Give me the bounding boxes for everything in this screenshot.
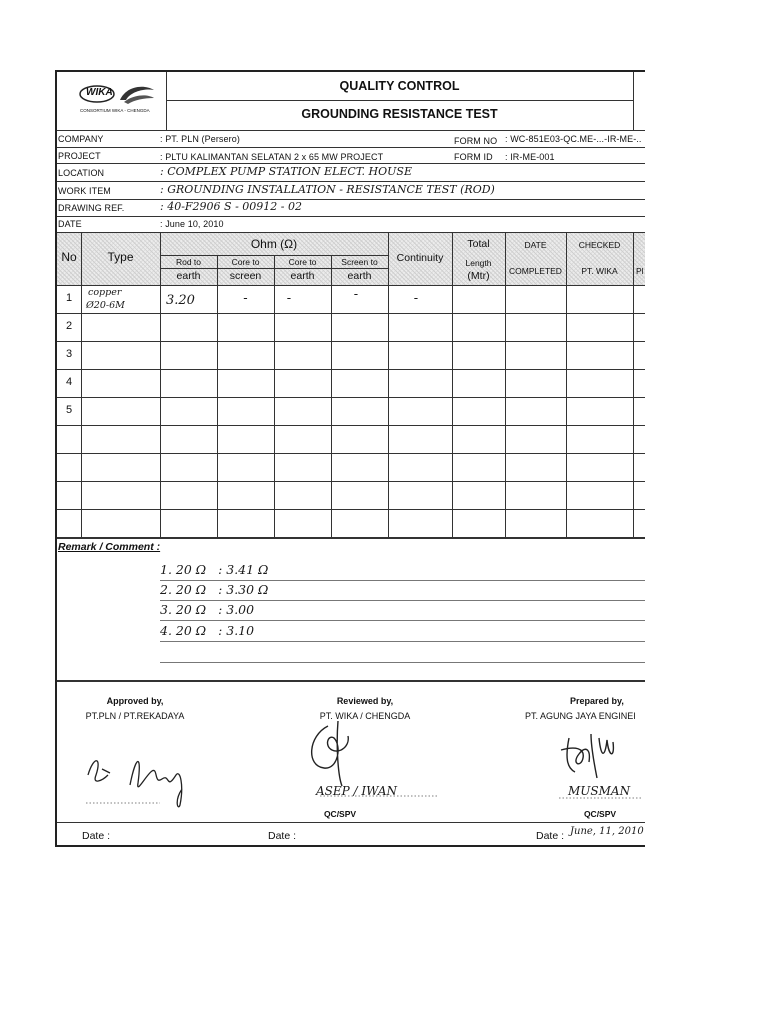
row-1-core-screen: - bbox=[243, 291, 248, 306]
logo-subtitle: CONSORTIUM WIKA - CHENGDA bbox=[80, 108, 150, 113]
col-rod-bottom: earth bbox=[176, 270, 201, 282]
form-no-label: FORM NO bbox=[454, 136, 498, 146]
col-core-earth-bottom: earth bbox=[290, 270, 315, 282]
drawing-ref-label: DRAWING REF. bbox=[58, 203, 125, 213]
remark-line-4: 4. 20 Ω : 3.10 bbox=[160, 623, 255, 638]
col-core-screen-bottom: screen bbox=[229, 270, 262, 282]
remark-line-1: 1. 20 Ω : 3.41 Ω bbox=[160, 562, 269, 577]
reviewed-org: PT. WIKA / CHENGDA bbox=[319, 711, 411, 721]
project-value: : PLTU KALIMANTAN SELATAN 2 x 65 MW PROJECT bbox=[160, 152, 384, 162]
col-total: Total bbox=[467, 238, 490, 250]
col-screen-earth-bottom: earth bbox=[347, 270, 372, 282]
date-value: : June 10, 2010 bbox=[160, 219, 224, 229]
date-label: DATE bbox=[58, 219, 82, 229]
work-item-value: : GROUNDING INSTALLATION - RESISTANCE TEST (ROD) bbox=[160, 183, 495, 196]
col-rod-top: Rod to bbox=[175, 257, 202, 267]
location-label: LOCATION bbox=[58, 168, 105, 178]
row-3-no: 3 bbox=[65, 348, 73, 360]
row-1-core-earth: - bbox=[286, 291, 292, 306]
row-4-no: 4 bbox=[65, 376, 73, 388]
prepared-date-value: June, 11, 2010 bbox=[570, 826, 644, 837]
prepared-org: PT. AGUNG JAYA ENGINEI bbox=[525, 711, 636, 721]
reviewed-role: QC/SPV bbox=[323, 809, 357, 819]
form-title: QUALITY CONTROL bbox=[339, 79, 460, 93]
col-ohm: Ohm (Ω) bbox=[250, 237, 298, 251]
col-cut: Pl bbox=[636, 266, 644, 276]
form-id-value: : IR-ME-001 bbox=[505, 152, 555, 162]
remark-label: Remark / Comment : bbox=[58, 541, 161, 553]
col-length: Length bbox=[465, 258, 492, 268]
form-id-label: FORM ID bbox=[454, 152, 493, 162]
col-length-unit: (Mtr) bbox=[467, 270, 490, 282]
row-1-continuity: - bbox=[413, 291, 419, 306]
col-checked-bottom: PT. WIKA bbox=[581, 266, 618, 276]
approved-title: Approved by, bbox=[106, 696, 164, 706]
location-value: : COMPLEX PUMP STATION ELECT. HOUSE bbox=[160, 165, 412, 178]
col-checked-top: CHECKED bbox=[578, 240, 621, 250]
reviewed-date-label: Date : bbox=[268, 830, 297, 842]
col-date-top: DATE bbox=[524, 240, 547, 250]
approved-org: PT.PLN / PT.REKADAYA bbox=[85, 711, 185, 721]
form-subtitle: GROUNDING RESISTANCE TEST bbox=[301, 107, 498, 121]
prepared-role: QC/SPV bbox=[583, 809, 617, 819]
work-item-label: WORK ITEM bbox=[58, 186, 111, 196]
remark-line-2: 2. 20 Ω : 3.30 Ω bbox=[160, 582, 269, 597]
col-type: Type bbox=[107, 250, 134, 264]
prepared-date-label: Date : bbox=[536, 830, 565, 842]
form-no-value: : WC-851E03-QC.ME-...-IR-ME-.. bbox=[505, 134, 642, 144]
approved-date-label: Date : bbox=[82, 830, 111, 842]
reviewed-name: ASEP / IWAN bbox=[316, 784, 398, 798]
prepared-title: Prepared by, bbox=[570, 696, 624, 706]
col-core-screen-top: Core to bbox=[231, 257, 260, 267]
col-screen-earth-top: Screen to bbox=[341, 257, 378, 267]
row-1-no: 1 bbox=[65, 292, 73, 304]
col-continuity: Continuity bbox=[396, 252, 444, 264]
row-1-rod-earth: 3.20 bbox=[166, 293, 195, 308]
project-label: PROJECT bbox=[58, 151, 101, 161]
company-value: : PT. PLN (Persero) bbox=[160, 134, 240, 144]
reviewed-title: Reviewed by, bbox=[336, 696, 394, 706]
prepared-name: MUSMAN bbox=[568, 784, 631, 798]
col-no: No bbox=[61, 250, 77, 264]
company-label: COMPANY bbox=[58, 134, 104, 144]
remark-line-3: 3. 20 Ω : 3.00 bbox=[160, 602, 255, 617]
drawing-ref-value: : 40-F2906 S - 00912 - 02 bbox=[160, 200, 302, 213]
col-core-earth-top: Core to bbox=[288, 257, 317, 267]
col-date-bottom: COMPLETED bbox=[509, 266, 562, 276]
row-1-type-line2: Ø20-6M bbox=[86, 300, 125, 311]
row-2-no: 2 bbox=[65, 320, 73, 332]
row-5-no: 5 bbox=[65, 404, 73, 416]
approved-signature bbox=[80, 745, 200, 815]
row-1-type-line1: copper bbox=[88, 287, 122, 298]
logo-text: WIKA bbox=[86, 87, 113, 98]
row-1-screen-earth: - bbox=[353, 287, 359, 302]
